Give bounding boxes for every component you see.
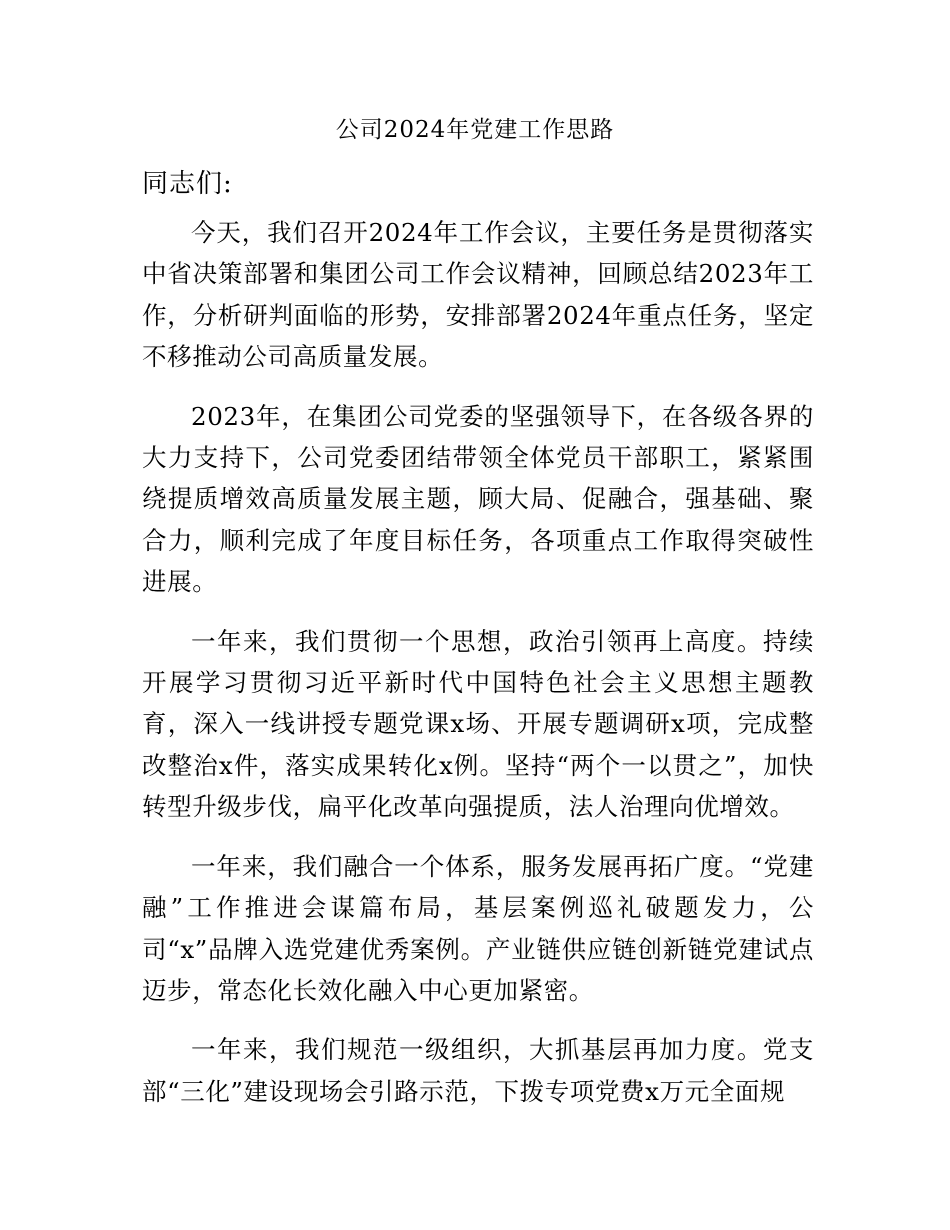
salutation: 同志们: — [142, 169, 233, 199]
paragraph-review-2023: 2023年，在集团公司党委的坚强领导下，在各级各界的大力支持下，公司党委团结带领全体党员干部职工，紧紧围绕提质增效高质量发展主题，顾大局、促融合，强基础、聚合力，顺利完成了年度目标任务，各项重点工作取得突破性进展。 — [142, 401, 814, 597]
document-body — [142, 212, 814, 1130]
document-title: 公司2024年党建工作思路 — [335, 117, 615, 143]
paragraph-political-guidance: 一年来，我们贯彻一个思想，政治引领再上高度。持续开展学习贯彻习近平新时代中国特色社会主义思想主题教育，深入一线讲授专题党课x场、开展专题调研x项，完成整改整治x件，落实成果转化x例。坚持“两个一以贯之”，加快转型升级步伐，扁平化改革向强提质，法人治理向优增效。 — [142, 626, 814, 822]
paragraph-opening: 今天，我们召开2024年工作会议，主要任务是贯彻落实中省决策部署和集团公司工作会议精神，回顾总结2023年工作，分析研判面临的形势，安排部署2024年重点任务，坚定不移推动公司高质量发展。 — [142, 218, 814, 372]
paragraph-grassroots-organization: 一年来，我们规范一级组织，大抓基层再加力度。党支部“三化”建设现场会引路示范，下拨专项党费x万元全面规 — [142, 1035, 814, 1106]
paragraph-integration-system: 一年来，我们融合一个体系，服务发展再拓广度。“党建融”工作推进会谋篇布局，基层案例巡礼破题发力，公司“x”品牌入选党建优秀案例。产业链供应链创新链党建试点迈步，常态化长效化融入中心更加紧密。 — [142, 851, 814, 1005]
